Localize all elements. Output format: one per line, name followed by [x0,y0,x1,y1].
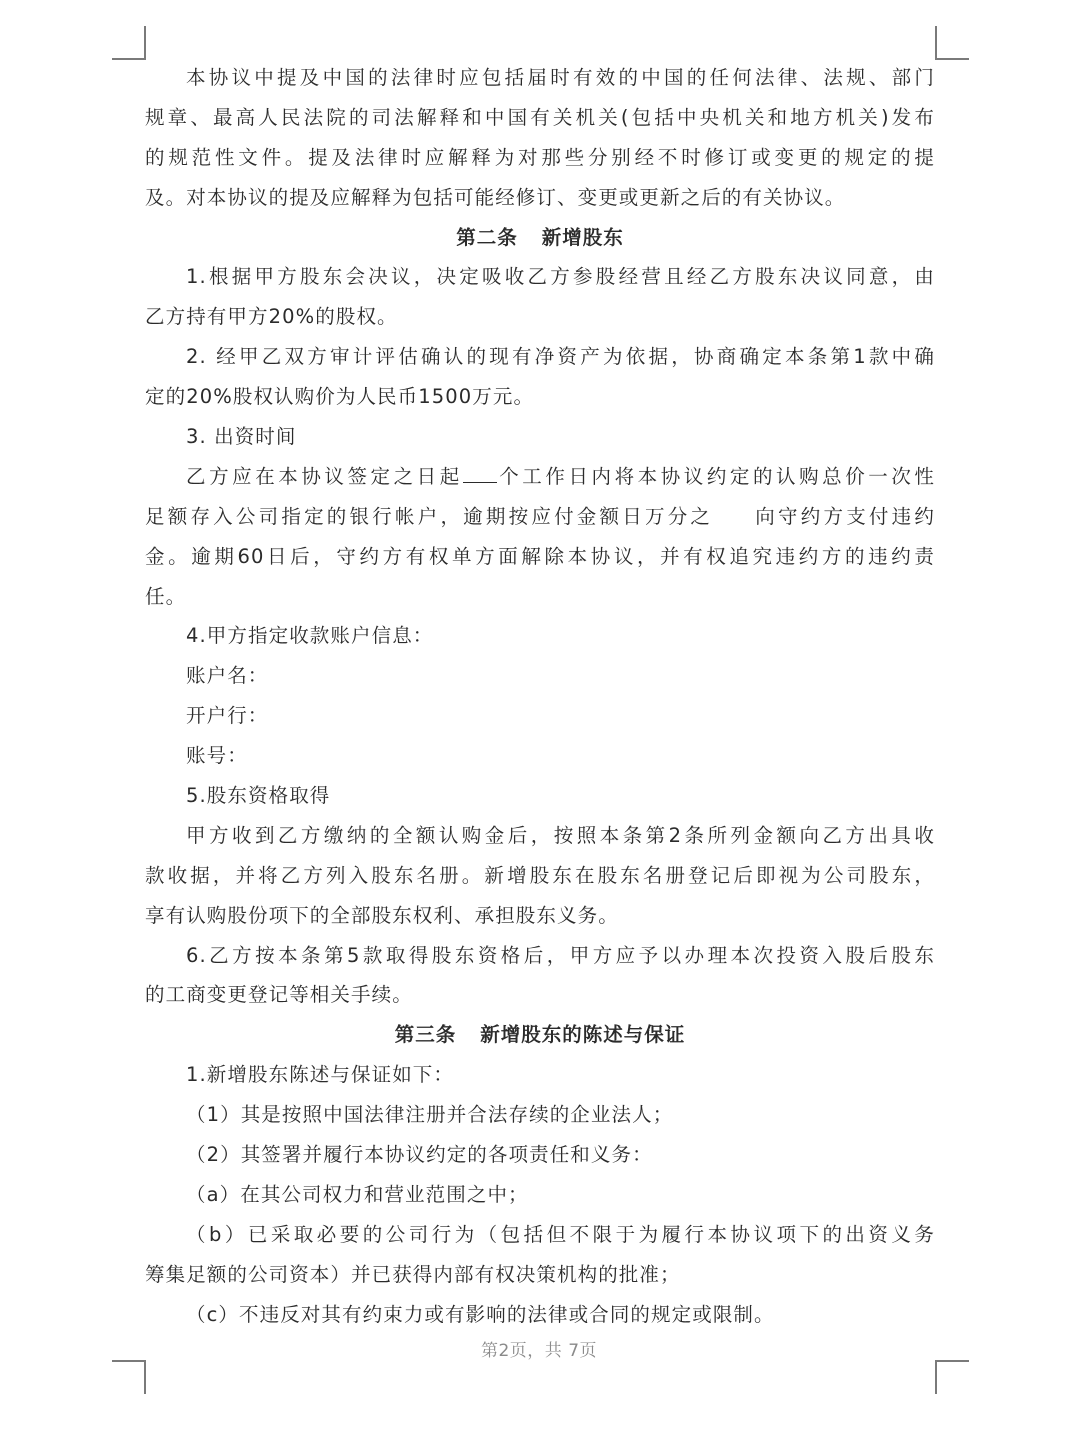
intro-paragraph [145,58,935,218]
text-segment: 向守约方支付违约 [753,504,935,528]
article-title: 新增股东 [541,225,624,249]
article-2-clause-2 [145,337,935,417]
crop-mark-bottom-left [112,1360,146,1394]
article-number: 第二条 [456,225,518,249]
account-number-label: 账号： [186,744,248,768]
text-line: 任。 [145,584,187,608]
article-2-clause-3 [145,417,935,616]
clause-title: 1.新增股东陈述与保证如下： [186,1063,455,1087]
account-name-label: 账户名： [186,664,269,688]
text-segment: 乙方应在本协议签定之日起 [186,464,463,488]
list-item: （b）已采取必要的公司行为（包括但不限于为履行本协议项下的出资义务 [186,1222,935,1246]
article-number: 第三条 [394,1023,457,1047]
article-2-clause-4 [145,616,935,776]
article-2-clause-1 [145,257,935,337]
text-line: 6.乙方按本条第5款取得股东资格后，甲方应予以办理本次投资入股后股东 [186,943,935,967]
text-line: 甲方收到乙方缴纳的全额认购金后，按照本条第2条所列金额向乙方出具收 [186,823,935,847]
text-line [145,497,935,537]
list-item: （a）在其公司权力和营业范围之中； [186,1182,529,1206]
text-line: 享有认购股份项下的全部股东权利、承担股东义务。 [145,903,619,927]
fill-in-blank [463,466,497,483]
crop-mark-top-right [935,26,969,60]
text-line: 款收据，并将乙方列入股东名册。新增股东在股东名册登记后即视为公司股东， [145,863,935,887]
crop-mark-bottom-right [935,1360,969,1394]
text-line: 金。逾期60日后，守约方有权单方面解除本协议，并有权追究违约方的违约责 [145,544,935,568]
text-line: 2. 经甲乙双方审计评估确认的现有净资产为依据，协商确定本条第1款中确 [186,345,935,369]
list-item: （1）其是按照中国法律注册并合法存续的企业法人； [186,1103,674,1127]
list-item-continuation: 筹集足额的公司资本）并已获得内部有权决策机构的批准； [145,1262,681,1286]
text-segment: 足额存入公司指定的银行帐户，逾期按应付金额日万分之 [145,504,714,528]
clause-title: 3. 出资时间 [186,425,297,449]
text-line: 1.根据甲方股东会决议，决定吸收乙方参股经营且经乙方股东决议同意，由 [186,265,935,289]
text-line [145,457,935,497]
text-line: 定的20%股权认购价为人民币1500万元。 [145,385,535,409]
text-line: 乙方持有甲方20%的股权。 [145,305,398,329]
article-3-clause-1 [145,1055,935,1334]
text-line: 规章、最高人民法院的司法解释和中国有关机关(包括中央机关和地方机关)发布 [145,105,935,129]
text-line: 本协议中提及中国的法律时应包括届时有效的中国的任何法律、法规、部门 [186,66,935,89]
article-title: 新增股东的陈述与保证 [480,1023,686,1047]
clause-title: 5.股东资格取得 [186,784,331,808]
bank-label: 开户行： [186,704,269,728]
page-indicator: 第2页，共 7页 [480,1341,598,1361]
text-line: 及。对本协议的提及应解释为包括可能经修订、变更或更新之后的有关协议。 [145,185,846,209]
text-line: 的规范性文件。提及法律时应解释为对那些分别经不时修订或变更的规定的提 [145,145,935,169]
text-line: 的工商变更登记等相关手续。 [145,983,413,1007]
text-segment: 个工作日内将本协议约定的认购总价一次性 [496,464,936,488]
crop-mark-top-left [112,26,146,60]
article-2-clause-5 [145,776,935,936]
article-2-clause-6 [145,936,935,1016]
article-3-heading [145,1015,935,1055]
article-2-heading [145,218,935,258]
list-item: （c）不违反对其有约束力或有影响的法律或合同的规定或限制。 [186,1302,775,1326]
clause-title: 4.甲方指定收款账户信息： [186,624,434,648]
list-item: （2）其签署并履行本协议约定的各项责任和义务： [186,1143,653,1167]
document-page [145,58,935,1335]
